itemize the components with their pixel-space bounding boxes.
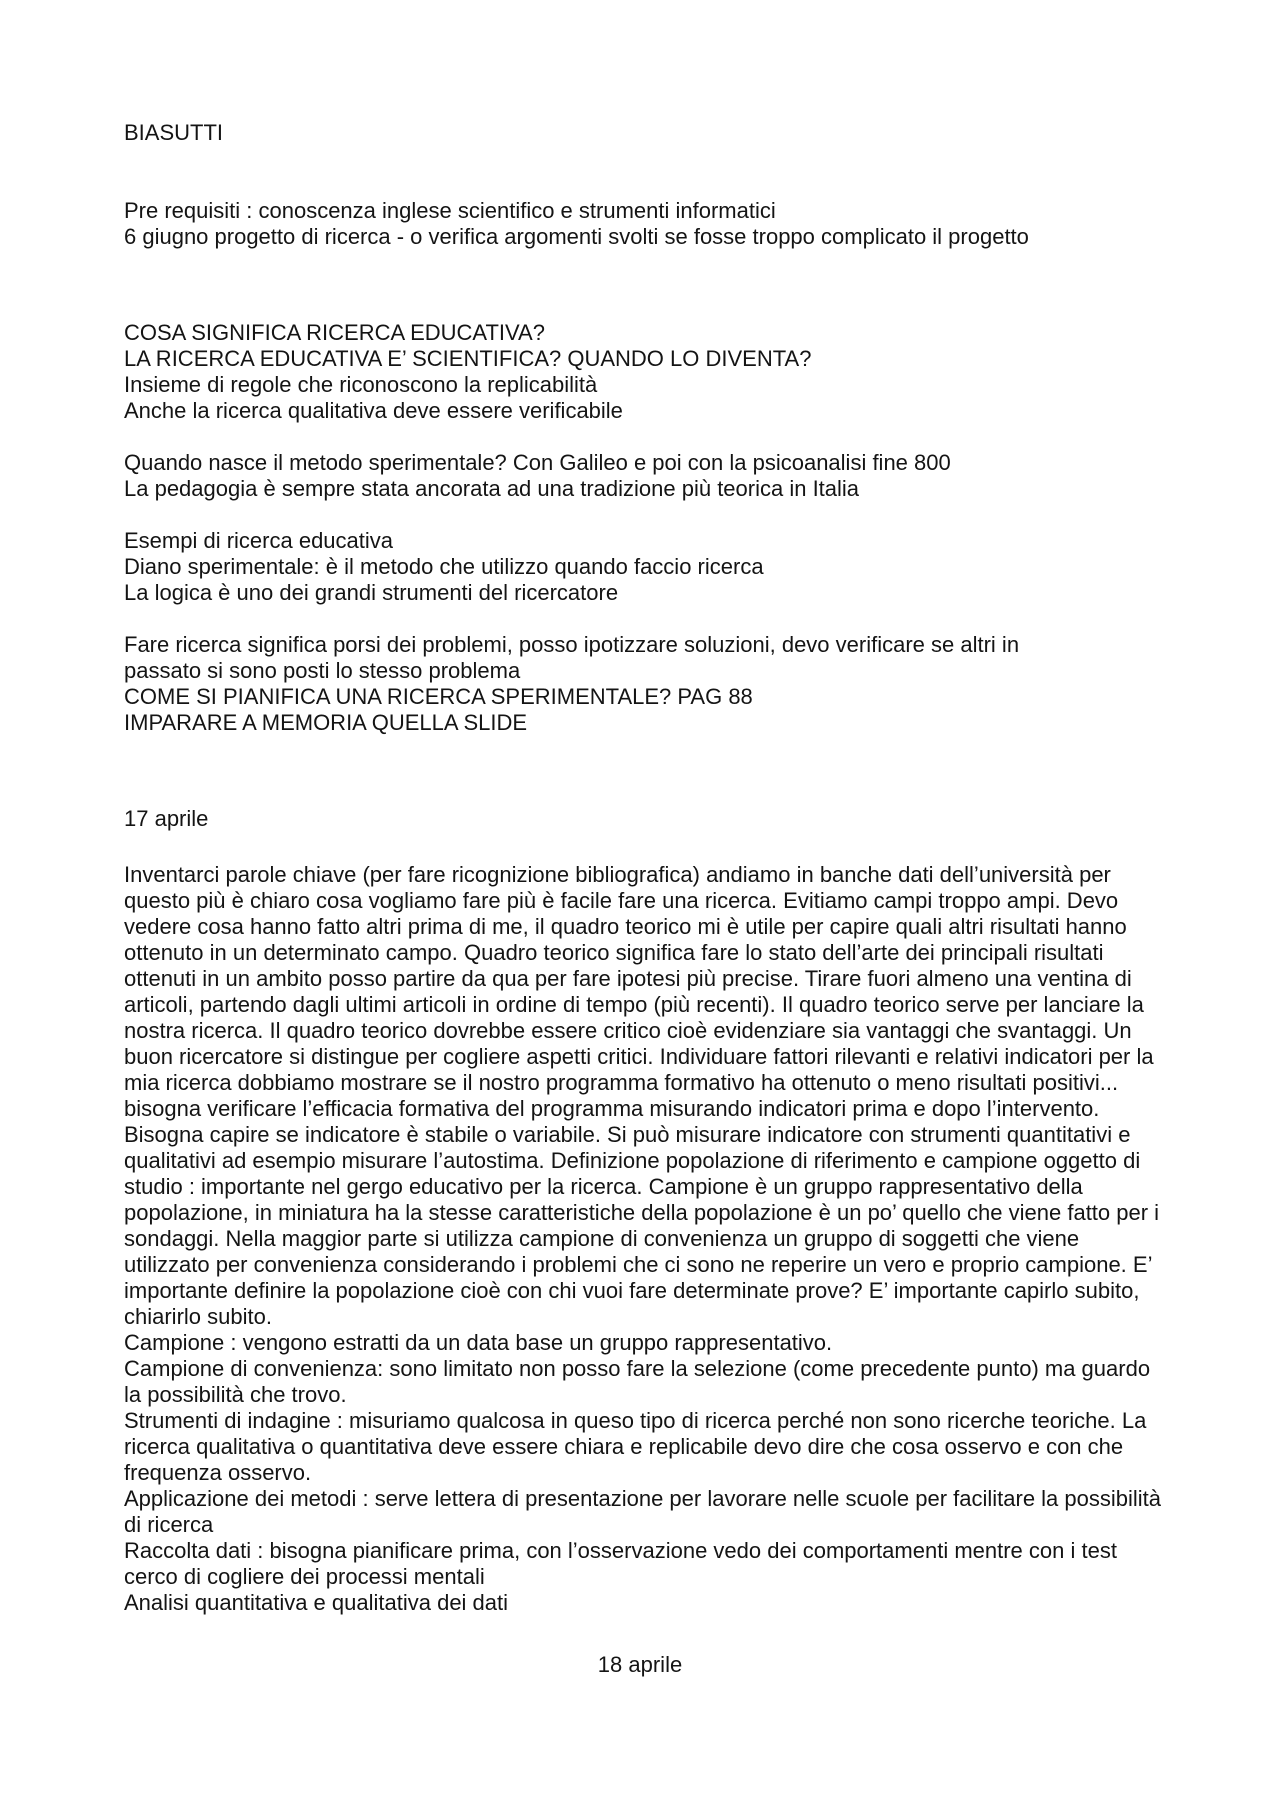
question-line: Insieme di regole che riconoscono la replicabilità <box>124 372 598 397</box>
examples-block <box>124 528 1164 606</box>
question-line: LA RICERCA EDUCATIVA E’ SCIENTIFICA? QUANDO LO DIVENTA? <box>124 346 812 371</box>
lesson-paragraph: Campione di convenienza: sono limitato non posso fare la selezione (come precedente punto) ma guardo la possibilità che trovo. <box>124 1356 1151 1407</box>
intro-line: 6 giugno progetto di ricerca - o verifica argomenti svolti se fosse troppo complicato il progetto <box>124 224 1029 249</box>
intro-block <box>124 198 1164 250</box>
history-block <box>124 450 1164 502</box>
question-line: COSA SIGNIFICA RICERCA EDUCATIVA? <box>124 320 545 345</box>
history-line: La pedagogia è sempre stata ancorata ad una tradizione più teorica in Italia <box>124 476 860 501</box>
intro-line: Pre requisiti : conoscenza inglese scientifico e strumenti informatici <box>124 198 776 223</box>
date-heading: 17 aprile <box>124 806 209 831</box>
lesson-notes <box>124 862 1164 1616</box>
question-line: Anche la ricerca qualitativa deve essere verificabile <box>124 398 623 423</box>
document-header: BIASUTTI <box>124 120 224 145</box>
examples-line: La logica è uno dei grandi strumenti del ricercatore <box>124 580 619 605</box>
lesson-paragraph: Raccolta dati : bisogna pianificare prima, con l’osservazione vedo dei comportamenti mentre con i test cerco di cogliere dei processi mentali <box>124 1538 1117 1589</box>
lesson-paragraph: Campione : vengono estratti da un data base un gruppo rappresentativo. <box>124 1330 833 1355</box>
document-body <box>124 120 1164 1616</box>
examples-line: Diano sperimentale: è il metodo che utilizzo quando faccio ricerca <box>124 554 764 579</box>
planning-block <box>124 632 1164 736</box>
lesson-paragraph: Strumenti di indagine : misuriamo qualcosa in queso tipo di ricerca perché non sono ricerche teoriche. La ricerca qualitativa o quantitativa deve essere chiara e replicabile devo dire che cosa osservo e con che frequenza osservo. <box>124 1408 1147 1485</box>
examples-line: Esempi di ricerca educativa <box>124 528 394 553</box>
lesson-paragraph: Applicazione dei metodi : serve lettera di presentazione per lavorare nelle scuole per facilitare la possibilità di ricerca <box>124 1486 1162 1537</box>
lesson-paragraph: Inventarci parole chiave (per fare ricognizione bibliografica) andiamo in banche dati dell’università per questo più è chiaro cosa vogliamo fare più è facile fare una ricerca. Evitiamo campi troppo ampi. Devo vedere cosa hanno fatto altri prima di me, il quadro teorico mi è utile per capire quali altri risultati hanno ottenuto in un determinato campo. Quadro teorico significa fare lo stato dell’arte dei principali risultati ottenuti in un ambito posso partire da qua per fare ipotesi più precise. Tirare fuori almeno una ventina di articoli, partendo dagli ultimi articoli in ordine di tempo (più recenti). Il quadro teorico serve per lanciare la nostra ricerca. Il quadro teorico dovrebbe essere critico cioè evidenziare sia vantaggi che svantaggi. Un buon ricercatore si distingue per cogliere aspetti critici. Individuare fattori rilevanti e relativi indicatori per la mia ricerca dobbiamo mostrare se il nostro programma formativo ha ottenuto o meno risultati positivi... bisogna verificare l’efficacia formativa del programma misurando indicatori prima e dopo l’intervento. Bisogna capire se indicatore è stabile o variabile. Si può misurare indicatore con strumenti quantitativi e qualitativi ad esempio misurare l’autostima. Definizione popolazione di riferimento e campione oggetto di studio : importante nel gergo educativo per la ricerca. Campione è un gruppo rappresentativo della popolazione, in miniatura ha la stesse caratteristiche della popolazione è un po’ quello che viene fatto per i sondaggi. Nella maggior parte si utilizza campione di convenienza un gruppo di soggetti che viene utilizzato per convenienza considerando i problemi che ci sono ne reperire un vero e proprio campione. E’ importante definire la popolazione cioè con chi vuoi fare determinate prove? E’ importante capirlo subito, chiarirlo subito. <box>124 862 1160 1329</box>
questions-block <box>124 320 1164 424</box>
lesson-paragraph: Analisi quantitativa e qualitativa dei dati <box>124 1590 509 1615</box>
history-line: Quando nasce il metodo sperimentale? Con Galileo e poi con la psicoanalisi fine 800 <box>124 450 951 475</box>
planning-line: Fare ricerca significa porsi dei problemi, posso ipotizzare soluzioni, devo verificare se altri in <box>124 632 1020 657</box>
date-heading-footer: 18 aprile <box>597 1652 683 1677</box>
planning-line: passato si sono posti lo stesso problema <box>124 658 521 683</box>
planning-line: COME SI PIANIFICA UNA RICERCA SPERIMENTALE? PAG 88 <box>124 684 753 709</box>
planning-line: IMPARARE A MEMORIA QUELLA SLIDE <box>124 710 528 735</box>
